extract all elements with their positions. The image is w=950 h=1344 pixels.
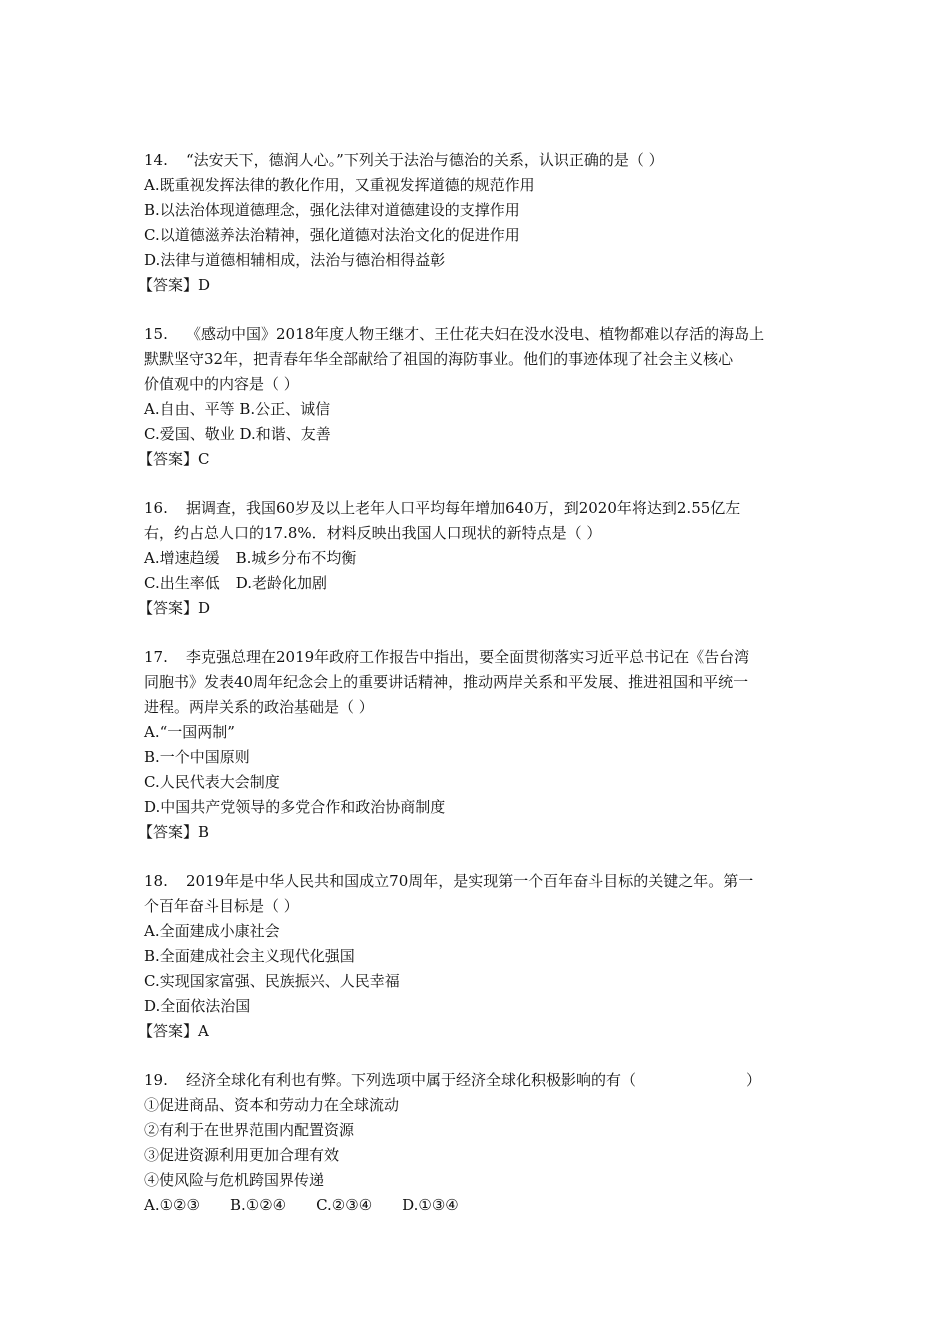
option-c: C.出生率低 (144, 574, 220, 592)
question-stem-line-2: 右，约占总人口的17.8%．材料反映出我国人口现状的新特点是（ ） (144, 524, 602, 542)
question-stem-line-2: 默默坚守32年，把青春年华全部献给了祖国的海防事业。他们的事迹体现了社会主义核心 (144, 350, 734, 368)
question-stem-line-2: 个百年奋斗目标是（ ） (144, 897, 299, 915)
option-row-cd (144, 571, 814, 596)
answer-label: 【答案】D (138, 599, 211, 617)
option-row-ab (144, 546, 814, 571)
option-d: D.中国共产党领导的多党合作和政治协商制度 (144, 798, 446, 816)
choice-row (144, 1193, 814, 1218)
answer-label: 【答案】A (138, 1022, 209, 1040)
statement-4: ④使风险与危机跨国界传递 (144, 1171, 325, 1189)
exam-page (138, 148, 814, 1242)
question-stem-line-1: 15. 《感动中国》2018年度人物王继才、王仕花夫妇在没水没电、植物都难以存活的海岛上 (144, 322, 814, 347)
option-a: A.全面建成小康社会 (144, 922, 280, 940)
question-number: 19. (144, 1071, 168, 1089)
option-d: D.老龄化加剧 (235, 574, 327, 592)
statement-2: ②有利于在世界范围内配置资源 (144, 1121, 355, 1139)
question-number: 17. (144, 648, 168, 666)
answer-label: 【答案】B (138, 823, 210, 841)
option-a: A.“一国两制” (144, 723, 235, 741)
question-stem: 19. 经济全球化有利也有弊。下列选项中属于经济全球化积极影响的有（ ） (144, 1068, 814, 1093)
statement-3: ③促进资源利用更加合理有效 (144, 1146, 340, 1164)
question-18 (138, 869, 814, 1044)
question-stem-line-3: 价值观中的内容是（ ） (144, 375, 299, 393)
choice-b: B.①②④ (229, 1196, 287, 1214)
answer-label: 【答案】C (138, 450, 210, 468)
question-17 (138, 645, 814, 845)
option-b: B.以法治体现道德理念，强化法律对道德建设的支撑作用 (144, 201, 520, 219)
question-15 (138, 322, 814, 472)
question-stem-line-2: 同胞书》发表40周年纪念会上的重要讲话精神，推动两岸关系和平发展、推进祖国和平统一 (144, 673, 749, 691)
answer-label: 【答案】D (138, 276, 211, 294)
option-a: A.既重视发挥法律的教化作用，又重视发挥道德的规范作用 (144, 176, 535, 194)
question-16 (138, 496, 814, 621)
question-number: 18. (144, 872, 168, 890)
option-d: D.全面依法治国 (144, 997, 251, 1015)
question-number: 16. (144, 499, 168, 517)
question-stem: 14. “法安天下，德润人心。”下列关于法治与德治的关系，认识正确的是（ ） (144, 148, 814, 173)
question-stem-line-1: 18. 2019年是中华人民共和国成立70周年，是实现第一个百年奋斗目标的关键之年。第一 (144, 869, 814, 894)
option-c: C.实现国家富强、民族振兴、人民幸福 (144, 972, 400, 990)
choice-d: D.①③④ (402, 1196, 459, 1214)
option-ab: A.自由、平等 B.公正、诚信 (144, 400, 331, 418)
question-stem-line-3: 进程。两岸关系的政治基础是（ ） (144, 698, 374, 716)
question-14 (138, 148, 814, 298)
option-b: B.一个中国原则 (144, 748, 250, 766)
choice-a: A.①②③ (144, 1196, 200, 1214)
question-stem-line-1: 17. 李克强总理在2019年政府工作报告中指出，要全面贯彻落实习近平总书记在《告台湾 (144, 645, 814, 670)
option-cd: C.爱国、敬业 D.和谐、友善 (144, 425, 331, 443)
question-stem-line-1: 16. 据调查，我国60岁及以上老年人口平均每年增加640万，到2020年将达到2.55亿左 (144, 496, 814, 521)
option-c: C.人民代表大会制度 (144, 773, 280, 791)
option-c: C.以道德滋养法治精神，强化道德对法治文化的促进作用 (144, 226, 520, 244)
option-d: D.法律与道德相辅相成，法治与德治相得益彰 (144, 251, 446, 269)
question-number: 15. (144, 325, 168, 343)
question-19 (144, 1068, 814, 1218)
choice-c: C.②③④ (316, 1196, 373, 1214)
question-number: 14. (144, 151, 168, 169)
option-a: A.增速趋缓 (144, 549, 220, 567)
statement-1: ①促进商品、资本和劳动力在全球流动 (144, 1096, 400, 1114)
option-b: B.全面建成社会主义现代化强国 (144, 947, 355, 965)
option-b: B.城乡分布不均衡 (235, 549, 357, 567)
